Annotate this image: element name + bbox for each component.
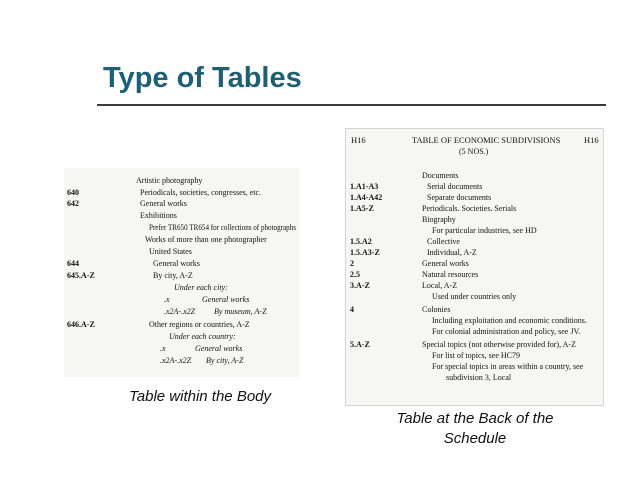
table-row-text: United States — [149, 247, 192, 256]
table-row-number: 2 — [350, 259, 354, 268]
table-row-text: .x2A-.x2Z — [164, 307, 196, 316]
table-row-text: .x — [160, 344, 166, 353]
table-row-text: Periodicals. Societies. Serials — [422, 204, 517, 213]
caption-table-within-body: Table within the Body — [128, 388, 272, 405]
table-row-text: Collective — [427, 237, 460, 246]
table-row-text: .x2A-.x2Z — [160, 356, 192, 365]
table-row-text: Natural resources — [422, 270, 479, 279]
slide-title: Type of Tables — [103, 62, 302, 94]
table-row-number: 640 — [67, 188, 79, 197]
table-within-body-image — [64, 168, 299, 377]
schedule-header-right: H16 — [584, 135, 599, 145]
table-row-number: 5.A-Z — [350, 340, 370, 349]
table-row-number: 646.A-Z — [67, 320, 95, 329]
table-row-text: Serial documents — [427, 182, 483, 191]
table-row-text: Including exploitation and economic conditions. — [432, 316, 587, 325]
table-row-text: subdivision 3, Local — [446, 373, 512, 382]
table-row-text: General works — [422, 259, 469, 268]
table-row-text: By museum, A-Z — [214, 307, 267, 316]
table-row-number: 1.5.A2 — [350, 237, 372, 246]
table-row-text: Works of more than one photographer — [145, 235, 267, 244]
table-row-text: Biography — [422, 215, 456, 224]
table-row-text: For colonial administration and policy, see JV. — [432, 327, 581, 336]
table-row-text: Local, A-Z — [422, 281, 458, 290]
table-row-text: General works — [140, 199, 187, 208]
caption-line: Schedule — [443, 430, 507, 447]
schedule-header-title: TABLE OF ECONOMIC SUBDIVISIONS — [412, 135, 561, 145]
table-row-number: 642 — [67, 199, 79, 208]
table-row-number: 4 — [350, 305, 354, 314]
table-row-text: Artistic photography — [136, 176, 203, 185]
table-row-number: 2.5 — [350, 270, 360, 279]
table-row-text: For list of topics, see HC79 — [432, 351, 520, 360]
table-back-of-schedule-image — [345, 128, 604, 406]
table-row-text: By city, A-Z — [206, 356, 244, 365]
table-row-number: 3.A-Z — [350, 281, 370, 290]
schedule-header-left: H16 — [351, 135, 366, 145]
table-row-number: 1.5.A3-Z — [350, 248, 380, 257]
table-row-number: 645.A-Z — [67, 271, 95, 280]
table-row-text: Separate documents — [427, 193, 492, 202]
table-row-text: Colonies — [422, 305, 451, 314]
table-row-text: By city, A-Z — [153, 271, 193, 280]
caption-line: Table at the Back of the — [396, 410, 554, 427]
table-row-text: Exhibitions — [140, 211, 177, 220]
table-row-number: 1.A5-Z — [350, 204, 374, 213]
schedule-header-sub: (5 NOS.) — [459, 147, 489, 156]
table-row-text: Under each country: — [169, 332, 236, 341]
table-row-number: 1.A1-A3 — [350, 182, 379, 191]
table-row-text: Individual, A-Z — [427, 248, 477, 257]
table-row-text: General works — [195, 344, 243, 353]
table-row-text: General works — [202, 295, 250, 304]
table-row-text: Special topics (not otherwise provided for), A-Z — [422, 340, 576, 349]
table-row-text: Other regions or countries, A-Z — [149, 320, 250, 329]
caption-table-back-of-schedule — [365, 409, 585, 449]
table-row-text: For particular industries, see HD — [432, 226, 537, 235]
table-row-text: Used under countries only — [432, 292, 517, 301]
table-row-text: Under each city: — [174, 283, 228, 292]
table-row-number: 644 — [67, 259, 79, 268]
table-row-text: Periodicals, societies, congresses, etc. — [140, 188, 262, 197]
table-row-text: Prefer TR650 TR654 for collections of photographs — [149, 223, 296, 232]
table-row-text: For special topics in areas within a country, see — [432, 362, 584, 371]
title-divider — [97, 104, 606, 106]
table-row-text: General works — [153, 259, 200, 268]
table-row-text: Documents — [422, 171, 459, 180]
table-row-number: 1.A4-A42 — [350, 193, 383, 202]
table-row-text: .x — [164, 295, 170, 304]
